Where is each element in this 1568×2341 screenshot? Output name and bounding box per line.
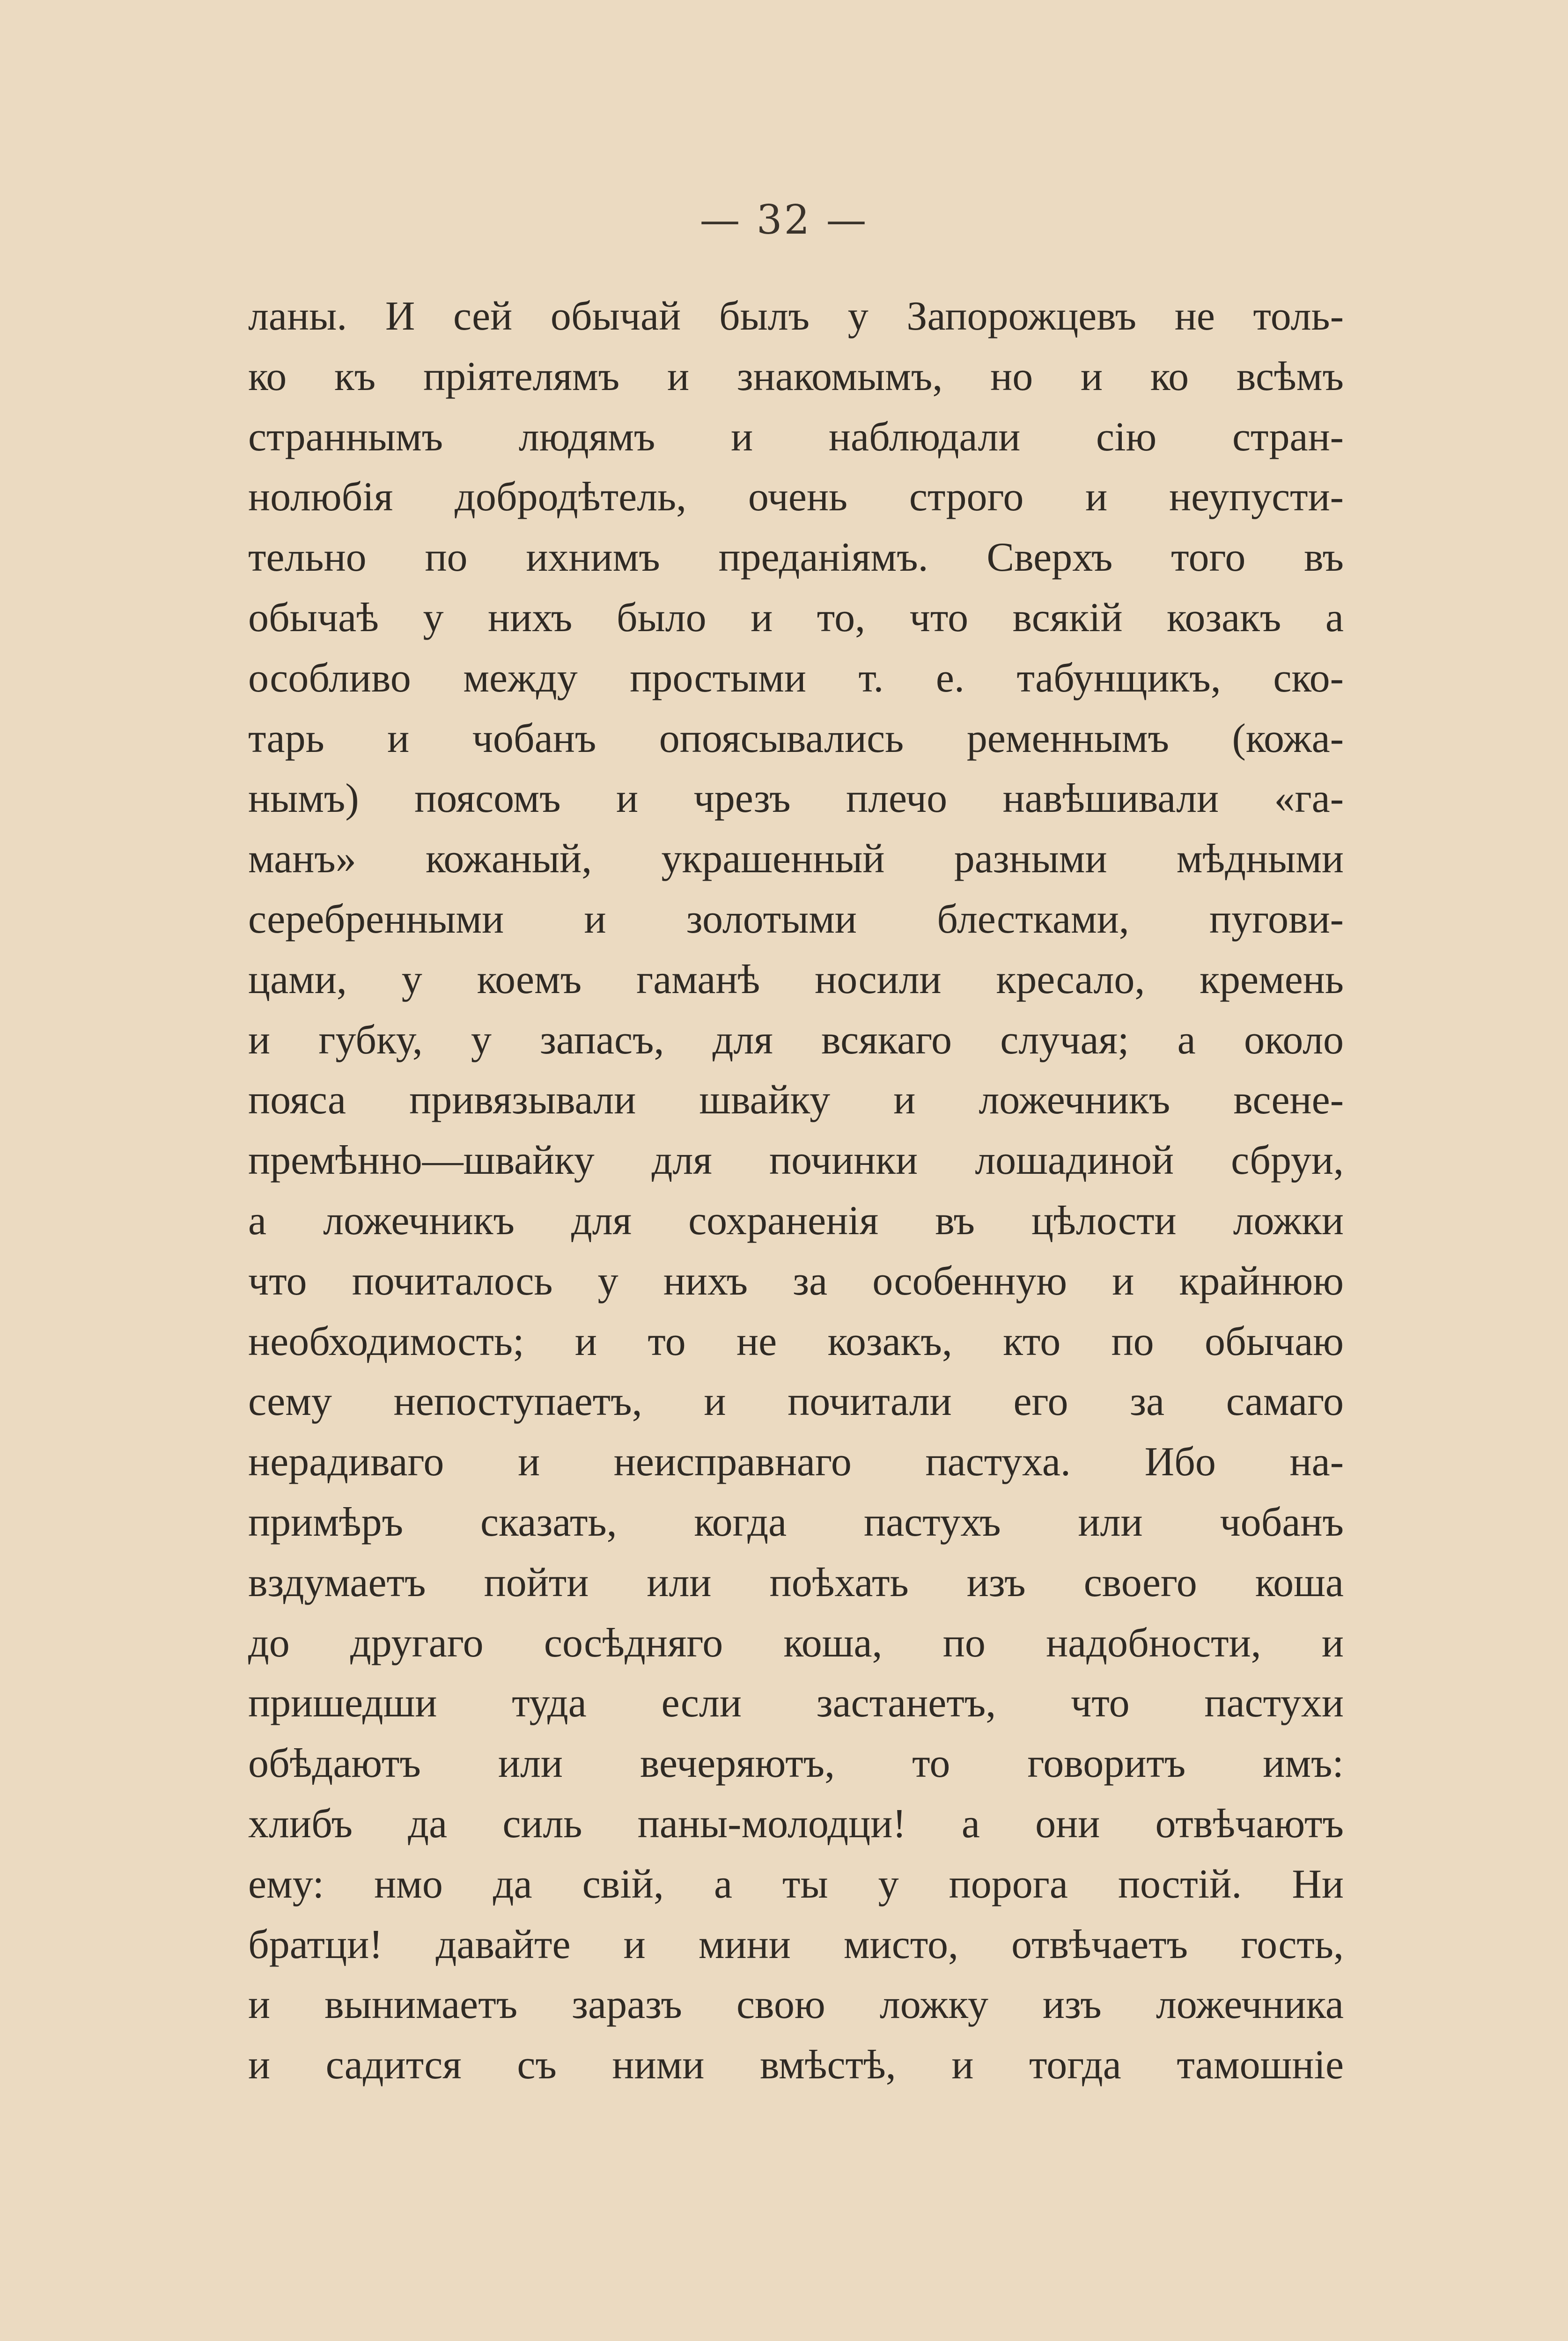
text-line: вздумаетъ пойти или поѣхать изъ своего коша [248, 1560, 1344, 1605]
body-text [248, 287, 1344, 2096]
text-line: ко къ пріятелямъ и знакомымъ, но и ко всѣмъ [248, 353, 1344, 399]
text-line: нолюбія добродѣтель, очень строго и неупусти- [248, 474, 1344, 520]
text-line: нерадиваго и неисправнаго пастуха. Ибо на- [248, 1439, 1344, 1485]
text-line: премѣнно—швайку для починки лошадиной сбруи, [248, 1138, 1344, 1184]
text-line: братци! давайте и мини мисто, отвѣчаетъ гость, [248, 1921, 1344, 1967]
text-line: особливо между простыми т. е. табунщикъ, ско- [248, 655, 1344, 701]
text-line: примѣръ сказать, когда пастухъ или чобанъ [248, 1499, 1344, 1545]
text-line: и губку, у запасъ, для всякаго случая; а около [248, 1017, 1344, 1063]
text-line: до другаго сосѣдняго коша, по надобности, и [248, 1620, 1344, 1666]
page-number: — 32 — [699, 197, 869, 243]
text-line: а ложечникъ для сохраненія въ цѣлости ложки [248, 1198, 1344, 1244]
text-line: страннымъ людямъ и наблюдали сію стран- [248, 414, 1344, 460]
text-line: необходимость; и то не козакъ, кто по обычаю [248, 1318, 1344, 1364]
text-line: пояса привязывали швайку и ложечникъ всене- [248, 1077, 1344, 1123]
text-line: что почиталось у нихъ за особенную и крайнюю [248, 1258, 1344, 1304]
text-line: цами, у коемъ гаманѣ носили кресало, кремень [248, 957, 1344, 1002]
text-line: пришедши туда если застанетъ, что пастухи [248, 1680, 1344, 1726]
text-line: серебренными и золотыми блестками, пугови- [248, 896, 1344, 942]
text-line: и садится съ ними вмѣстѣ, и тогда тамошніе [248, 2042, 1344, 2088]
text-line: тельно по ихнимъ преданіямъ. Сверхъ того въ [248, 535, 1344, 581]
text-line: ему: нмо да свій, а ты у порога постій. Ни [248, 1861, 1344, 1907]
text-line: ланы. И сей обычай былъ у Запорожцевъ не толь- [248, 294, 1344, 339]
text-line: и вынимаетъ заразъ свою ложку изъ ложечника [248, 1982, 1344, 2028]
text-line: обѣдаютъ или вечеряютъ, то говоритъ имъ: [248, 1741, 1344, 1787]
text-line: обычаѣ у нихъ было и то, что всякій козакъ а [248, 595, 1344, 640]
text-line: сему непоступаетъ, и почитали его за самаго [248, 1379, 1344, 1425]
text-line: нымъ) поясомъ и чрезъ плечо навѣшивали «га- [248, 776, 1344, 822]
text-line: хлибъ да силь паны-молодци! а они отвѣчаютъ [248, 1801, 1344, 1847]
text-line: тарь и чобанъ опоясывались ременнымъ (кожа- [248, 715, 1344, 761]
text-line: манъ» кожаный, украшенный разными мѣдными [248, 836, 1344, 882]
